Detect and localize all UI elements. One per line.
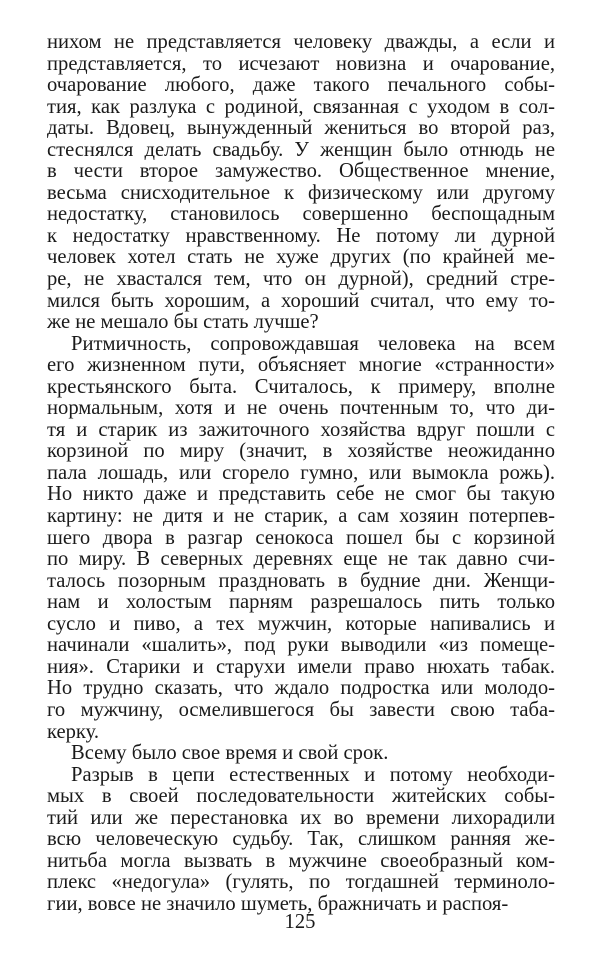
text-line: нихом не представляется человеку дважды, а если и [47,31,555,53]
text-line: к недостатку нравственному. Не потому ли дурной [47,224,555,247]
text-line: керку. [47,720,100,743]
text-line: нормальным, хотя и не очень почтенным то, что ди- [47,397,555,420]
text-line: тя и старик из зажиточного хозяйства вдруг пошли с [47,418,555,441]
text-line: Но никто даже и представить себе не смог бы такую [47,483,555,506]
paragraph [47,765,555,916]
text-line: крестьянского быта. Считалось, к примеру, вполне [47,375,555,398]
text-line: представляется, то исчезают новизна и очарование, [47,52,555,75]
text-line: мых в своей последовательности житейских собы- [47,785,555,808]
text-line: по миру. В северных деревнях еще не так давно счи- [47,548,555,571]
text-line: талось позорным праздновать в будние дни. Женщи- [47,569,555,592]
text-line: сусло и пиво, а тех мужчин, которые напивались и [47,612,555,635]
text-line: тий или же перестановка их во времени лихорадили [47,806,555,829]
page-body [47,32,555,915]
text-line: пала лошадь, или сгорело гумно, или вымокла рожь). [47,461,555,484]
text-line: же не мешало бы стать лучше? [47,311,319,334]
paragraph [47,743,555,765]
text-line: шего двора в разгар сенокоса пошел бы с корзиной [47,526,555,549]
text-line: нам и холостым парням разрешалось пить только [47,591,555,614]
page-number: 125 [284,911,316,933]
paragraph [47,334,555,743]
text-line: го мужчину, осмелившегося бы завести свою таба- [47,698,555,721]
text-line: ния». Старики и старухи имели право нюхать табак. [47,655,555,678]
text-line: плекс «недогула» (гулять, по тогдашней терминоло- [47,871,555,894]
text-line: даты. Вдовец, вынужденный жениться во второй раз, [47,117,555,140]
paragraph [47,32,555,334]
text-line: ре, не хвастался тем, что он дурной), средний стре- [47,268,555,291]
text-line: очарование любого, даже такого печального собы- [47,74,555,97]
text-line: недостатку, становилось совершенно беспощадным [47,203,555,226]
text-line: весьма снисходительное к физическому или другому [47,181,555,204]
text-line: его жизненном пути, объясняет многие «странности» [47,354,555,377]
text-line: Ритмичность, сопровождавшая человека на всем [71,332,555,355]
text-line: Но трудно сказать, что ждало подростка или молодо- [47,677,555,700]
text-line: мился быть хорошим, а хороший считал, что ему то- [47,289,555,312]
text-line: гии, вовсе не значило шуметь, бражничать и распоя- [47,892,509,915]
text-line: Всему было свое время и свой срок. [71,742,389,765]
text-line: всю человеческую судьбу. Так, слишком ранняя же- [47,828,555,851]
text-line: в чести второе замужество. Общественное мнение, [47,160,555,183]
text-line: начинали «шалить», под руки выводили «из помеще- [47,634,555,657]
text-line: корзиной по миру (значит, в хозяйстве неожиданно [47,440,555,463]
text-line: картину: не дитя и не старик, а сам хозяин потерпев- [47,505,555,528]
text-line: Разрыв в цепи естественных и потому необходи- [71,763,555,786]
text-line: человек хотел стать не хуже других (по крайней ме- [47,246,555,269]
text-line: тия, как разлука с родиной, связанная с уходом в сол- [47,95,555,118]
text-line: стеснялся делать свадьбу. У женщин было отнюдь не [47,138,555,161]
text-line: нитьба могла вызвать в мужчине своеобразный ком- [47,849,555,872]
